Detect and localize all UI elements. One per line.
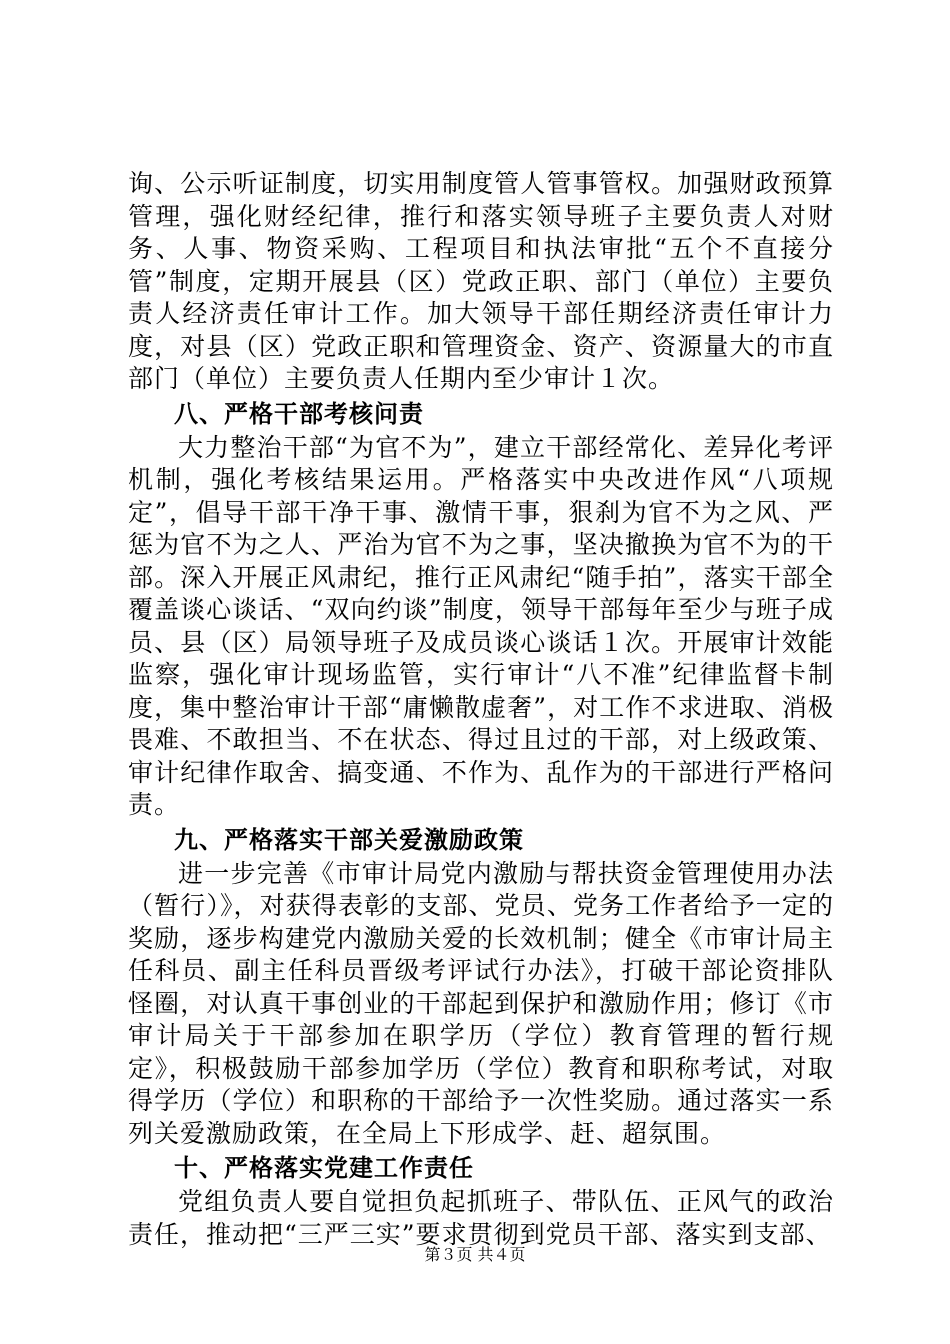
section-heading-8: 八、严格干部考核问责 (174, 399, 424, 428)
paragraph: 党组负责人要自觉担负起抓班子、带队伍、正风气的政治责任，推动把“三严三实”要求贯彻到党员干部、落实到支部、 (128, 1187, 834, 1249)
document-body (128, 168, 834, 1251)
section-heading-9: 九、严格落实干部关爱激励政策 (174, 825, 524, 854)
paragraph: 大力整治干部“为官不为”，建立干部经常化、差异化考评机制，强化考核结果运用。严格落实中央改进作风“八项规定”，倡导干部干净干事、激情干事，狠刹为官不为之风、严惩为官不为之人、严治为官不为之事，坚决撤换为官不为的干部。深入开展正风肃纪，推行正风肃纪“随手拍”，落实干部全覆盖谈心谈话、“双向约谈”制度，领导干部每年至少与班子成员、县（区）局领导班子及成员谈心谈话１次。开展审计效能监察，强化审计现场监管，实行审计“八不准”纪律监督卡制度，集中整治审计干部“庸懒散虚奢”，对工作不求进取、消极畏难、不敢担当、不在状态、得过且过的干部，对上级政策、审计纪律作取舍、搞变通、不作为、乱作为的干部进行严格问责。 (128, 432, 834, 819)
paragraph: 询、公示听证制度，切实用制度管人管事管权。加强财政预算管理，强化财经纪律，推行和落实领导班子主要负责人对财务、人事、物资采购、工程项目和执法审批“五个不直接分管”制度，定期开展县（区）党政正职、部门（单位）主要负责人经济责任审计工作。加大领导干部任期经济责任审计力度，对县（区）党政正职和管理资金、资产、资源量大的市直部门（单位）主要负责人任期内至少审计１次。 (128, 169, 834, 393)
section-heading-10: 十、严格落实党建工作责任 (174, 1154, 474, 1182)
page-footer: 第３页 共４页 (424, 1245, 526, 1264)
paragraph: 进一步完善《市审计局党内激励与帮扶资金管理使用办法（暂行）》，对获得表彰的支部、党员、党务工作者给予一定的奖励，逐步构建党内激励关爱的长效机制；健全《市审计局主任科员、副主任科员晋级考评试行办法》，打破干部论资排队怪圈，对认真干事创业的干部起到保护和激励作用；修订《市审计局关于干部参加在职学历（学位）教育管理的暂行规定》，积极鼓励干部参加学历（学位）教育和职称考试，对取得学历（学位）和职称的干部给予一次性奖励。通过落实一系列关爱激励政策，在全局上下形成学、赶、超氛围。 (128, 858, 834, 1148)
